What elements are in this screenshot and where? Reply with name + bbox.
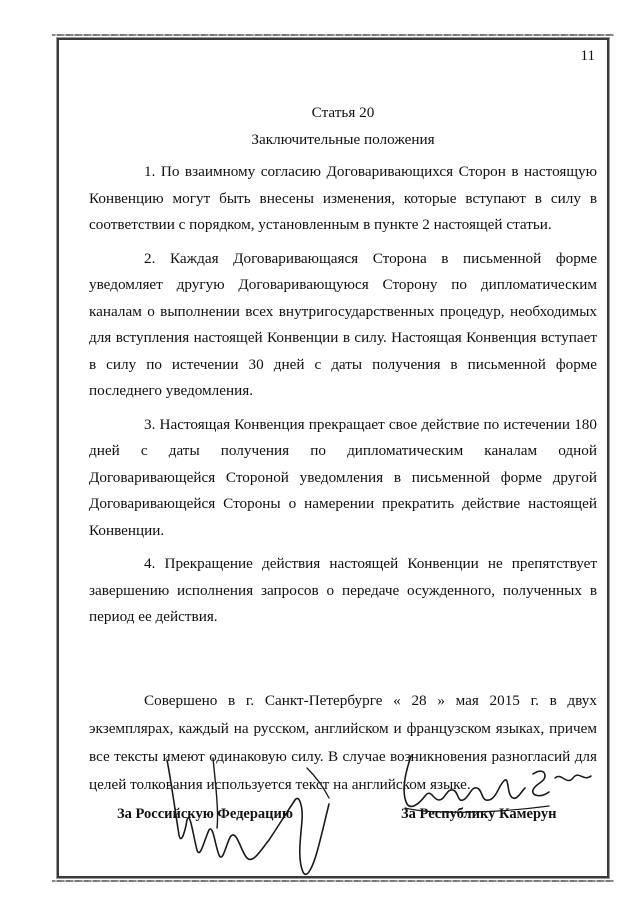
paragraph-1: 1. По взаимному согласию Договаривающихся Сторон в настоящую Конвенцию могут быть внесены изменения, которые вступают в силу в соответствии с порядком, установленным в пункте 2 настоящей статьи. bbox=[89, 163, 597, 233]
closing-paragraph: Совершено в г. Санкт-Петербурге « 28 » мая 2015 г. в двух экземплярах, каждый на русском, английском и французском языках, причем все тексты имеют одинаковую силу. В случае возникновения разногласий для целей толкования используется текст на английском языке. bbox=[89, 691, 597, 793]
article-number: Статья 20 bbox=[311, 104, 375, 121]
scan-edge-bottom bbox=[52, 880, 614, 882]
signatory-cameroon: За Республику Камерун bbox=[401, 806, 557, 822]
document-body bbox=[89, 100, 597, 814]
paragraph-3: 3. Настоящая Конвенция прекращает свое действие по истечении 180 дней с даты получения по дипломатическим каналам одной Договаривающейся Стороной уведомления в письменной форме другой Договаривающейся Стороны о намерении прекратить действие настоящей Конвенции. bbox=[89, 415, 597, 539]
document-page-frame bbox=[57, 38, 609, 878]
signatory-russia: За Российскую Федерацию bbox=[117, 806, 293, 822]
paragraph-2: 2. Каждая Договаривающаяся Сторона в письменной форме уведомляет другую Договаривающуюся Сторону по дипломатическим каналам о выполнении всех внутригосударственных процедур, необходимых для вступления настоящей Конвенции в силу. Настоящая Конвенция вступает в силу по истечении 30 дней с даты получения в письменной форме последнего уведомления. bbox=[89, 249, 597, 399]
scan-edge-top bbox=[52, 34, 614, 36]
page-number: 11 bbox=[580, 48, 595, 64]
article-title: Заключительные положения bbox=[251, 130, 435, 148]
paragraph-4: 4. Прекращение действия настоящей Конвенции не препятствует завершению исполнения запросов о передаче осужденного, полученных в период ее действия. bbox=[89, 555, 597, 625]
